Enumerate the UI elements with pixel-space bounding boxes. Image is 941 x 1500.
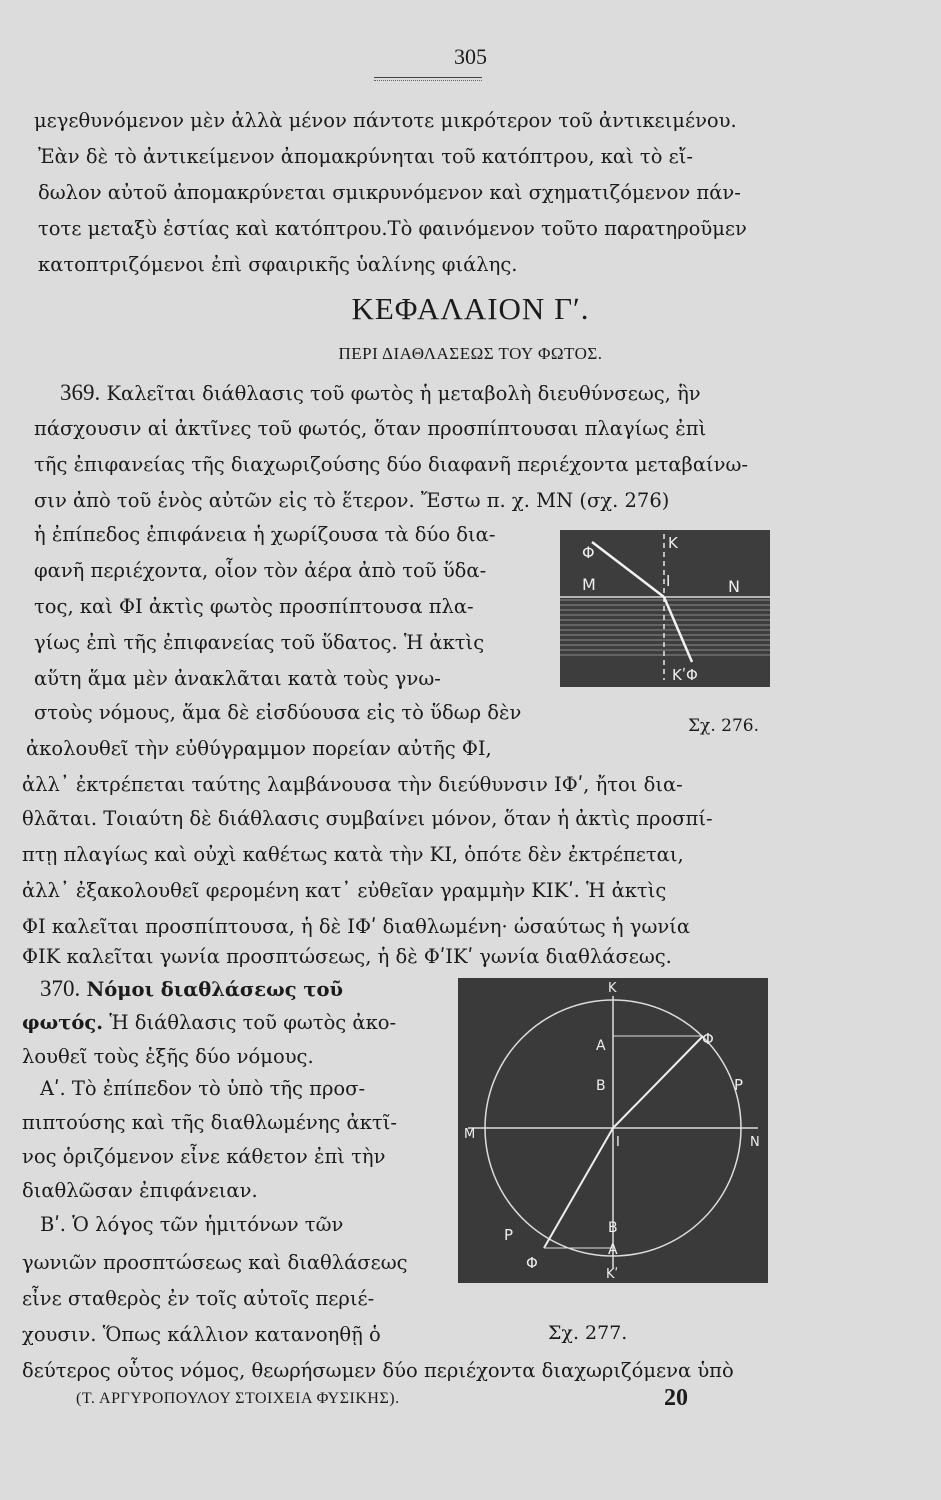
text-line: αὕτη ἅμα μὲν ἀνακλᾶται κατὰ τοὺς γνω- — [34, 667, 441, 690]
label-phi: Φ — [702, 1030, 714, 1048]
paragraph-number: 369. — [60, 380, 101, 405]
text-line: πιπτούσης καὶ τῆς διαθλωμένης ἀκτῖ- — [22, 1111, 397, 1134]
text-line: κατοπτριζόμενοι ἐπὶ σφαιρικῆς ὑαλίνης φιάλης. — [38, 253, 518, 276]
text-line: λουθεῖ τοὺς ἑξῆς δύο νόμους. — [22, 1045, 314, 1068]
label-k: Κ — [668, 534, 678, 552]
label-m: Μ — [464, 1127, 476, 1142]
figure-277-caption: Σχ. 277. — [548, 1322, 628, 1344]
label-phi2: Φ — [526, 1254, 538, 1272]
chapter-title: ΚΕΦΑΛΑΙΟΝ Γʹ. — [351, 291, 590, 326]
text-line: πτῃ πλαγίως καὶ οὐχὶ καθέτως κατὰ τὴν ΚΙ, ὁπότε δὲν ἐκτρέπεται, — [22, 843, 684, 866]
text-line: δωλον αὐτοῦ ἀπομακρύνεται σμικρυνόμενον καὶ σχηματιζόμενον πάν- — [38, 181, 741, 204]
text-line: σιν ἀπὸ τοῦ ἑνὸς αὐτῶν εἰς τὸ ἕτερον. Ἔστω π. χ. ΜΝ (σχ. 276) — [34, 489, 670, 512]
label-p2: Ρ — [504, 1226, 514, 1244]
label-phi: Φ — [582, 543, 595, 562]
law-b-line: Βʹ. Ὁ λόγος τῶν ἡμιτόνων τῶν — [40, 1213, 344, 1236]
paragraph-370-second-line — [22, 1010, 396, 1036]
text-line: διαθλῶσαν ἐπιφάνειαν. — [22, 1179, 258, 1202]
text-span: Καλεῖται διάθλασις τοῦ φωτὸς ἡ μεταβολὴ διευθύνσεως, ἣν — [106, 382, 701, 405]
section-heading: Νόμοι διαθλάσεως τοῦ — [86, 978, 344, 1001]
text-line: θλᾶται. Τοιαύτη δὲ διάθλασις συμβαίνει μόνον, ὅταν ἡ ἀκτὶς προσπί- — [22, 807, 713, 830]
text-line: γωνιῶν προσπτώσεως καὶ διαθλάσεως — [22, 1251, 408, 1274]
text-line: τῆς ἐπιφανείας τῆς διαχωριζούσης δύο διαφανῆ περιέχοντα μεταβαίνω- — [34, 453, 748, 476]
text-line: ΦΙΚ καλεῖται γωνία προσπτώσεως, ἡ δὲ ΦʹΙΚʹ γωνία διαθλάσεως. — [22, 945, 672, 968]
section-heading: φωτός. — [22, 1011, 103, 1034]
section-title: ΠΕΡΙ ΔΙΑΘΛΑΣΕΩΣ ΤΟΥ ΦΩΤΟΣ. — [338, 344, 603, 363]
text-line: ἀλλ᾽ ἐξακολουθεῖ φερομένη κατ᾽ εὐθεῖαν γραμμὴν ΚΙΚʹ. Ἡ ἀκτὶς — [22, 879, 667, 902]
label-i: Ι — [616, 1135, 620, 1150]
text-line: τοτε μεταξὺ ἑστίας καὶ κατόπτρου.Τὸ φαινόμενον τοῦτο παρατηροῦμεν — [38, 217, 747, 240]
text-line: στοὺς νόμους, ἅμα δὲ εἰσδύουσα εἰς τὸ ὕδωρ δὲν — [34, 701, 522, 724]
law-a-line: Αʹ. Τὸ ἐπίπεδον τὸ ὑπὸ τῆς προσ- — [40, 1077, 366, 1100]
label-a: Α — [596, 1038, 606, 1054]
text-line: νος ὁριζόμενον εἶνε κάθετον ἐπὶ τὴν — [22, 1145, 386, 1168]
label-m: Μ — [582, 575, 596, 594]
text-line: ἀλλ᾽ ἐκτρέπεται ταύτης λαμβάνουσα τὴν διεύθυνσιν ΙΦʹ, ἤτοι δια- — [22, 773, 683, 796]
text-line: ΦΙ καλεῖται προσπίπτουσα, ἡ δὲ ΙΦʹ διαθλωμένη· ὡσαύτως ἡ γωνία — [22, 915, 691, 938]
text-line: μεγεθυνόμενον μὲν ἀλλὰ μένον πάντοτε μικρότερον τοῦ ἀντικειμένου. — [34, 109, 737, 132]
label-k-prime-phi: ΚʹΦ — [672, 666, 698, 684]
figure-276-refraction — [560, 530, 770, 687]
text-line: ἡ ἐπίπεδος ἐπιφάνεια ἡ χωρίζουσα τὰ δύο δια- — [34, 523, 496, 546]
page-number-ornament — [374, 77, 482, 81]
paragraph-369-first-line — [60, 380, 701, 407]
label-b: Β — [596, 1078, 606, 1094]
text-line: πάσχουσιν αἱ ἀκτῖνες τοῦ φωτός, ὅταν προσπίπτουσαι πλαγίως ἐπὶ — [34, 417, 707, 440]
label-a2: Α — [608, 1242, 618, 1258]
footer-signature-number: 20 — [664, 1385, 688, 1411]
figure-276-caption: Σχ. 276. — [688, 716, 759, 736]
label-n: Ν — [750, 1135, 760, 1150]
text-line: φανῆ περιέχοντα, οἷον τὸν ἀέρα ἀπὸ τοῦ ὕδα- — [34, 559, 487, 582]
text-line: δεύτερος οὗτος νόμος, θεωρήσωμεν δύο περιέχοντα διαχωριζόμενα ὑπὸ — [22, 1359, 734, 1382]
paragraph-370-heading — [40, 976, 343, 1003]
label-i: Ι — [666, 572, 671, 590]
text-span: Ἡ διάθλασις τοῦ φωτὸς ἀκο- — [109, 1011, 397, 1034]
text-line: γίως ἐπὶ τῆς ἐπιφανείας τοῦ ὕδατος. Ἡ ἀκτὶς — [34, 631, 485, 654]
label-k: Κ — [608, 981, 617, 996]
label-k2: Κʹ — [606, 1267, 619, 1282]
label-p: Ρ — [734, 1076, 744, 1094]
footer-book-title: (Τ. ΑΡΓΥΡΟΠΟΥΛΟΥ ΣΤΟΙΧΕΙΑ ΦΥΣΙΚΗΣ). — [76, 1390, 400, 1407]
text-line: Ἐὰν δὲ τὸ ἀντικείμενον ἀπομακρύνηται τοῦ κατόπτρου, καὶ τὸ εἴ- — [38, 145, 693, 168]
text-line: ἀκολουθεῖ τὴν εὐθύγραμμον πορείαν αὐτῆς ΦΙ, — [26, 737, 492, 760]
page-number: 305 — [454, 44, 487, 69]
figure-277-sine-law — [458, 978, 768, 1283]
text-line: χουσιν. Ὅπως κάλλιον κατανοηθῇ ὁ — [22, 1323, 381, 1346]
text-line: εἶνε σταθερὸς ἐν τοῖς αὐτοῖς περιέ- — [22, 1287, 375, 1310]
paragraph-number: 370. — [40, 976, 81, 1001]
label-n: Ν — [728, 577, 740, 596]
text-line: τος, καὶ ΦΙ ἀκτὶς φωτὸς προσπίπτουσα πλα- — [34, 595, 474, 618]
label-b2: Β — [608, 1220, 618, 1236]
